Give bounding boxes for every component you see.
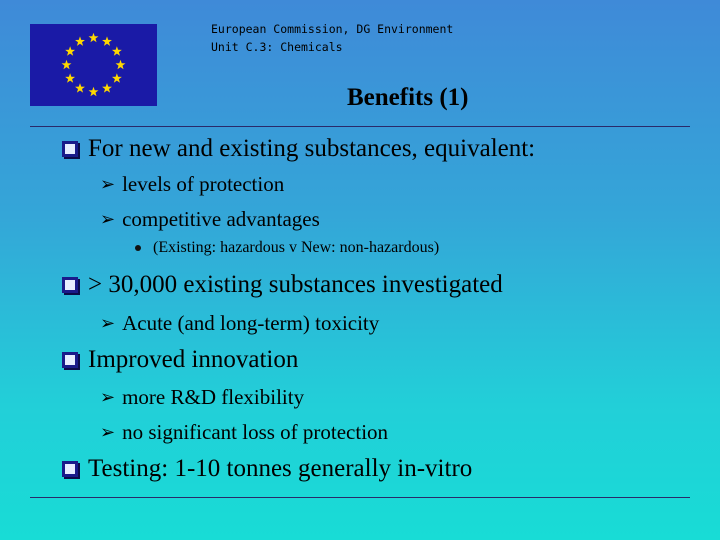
bullet-4	[62, 455, 472, 483]
bottom-rule	[30, 497, 690, 498]
bullet-text: For new and existing substances, equivalent:	[88, 135, 536, 162]
star-icon	[89, 87, 99, 96]
star-icon	[102, 83, 112, 92]
bullet-3-1	[100, 385, 304, 410]
star-icon	[62, 60, 72, 69]
star-icon	[112, 46, 122, 55]
arrow-bullet-icon: ➢	[100, 209, 116, 230]
star-icon	[75, 36, 85, 45]
star-icon	[75, 83, 85, 92]
bullet-text: levels of protection	[122, 172, 285, 196]
square-bullet-icon	[62, 141, 78, 157]
square-bullet-icon	[62, 277, 78, 293]
arrow-bullet-icon: ➢	[100, 313, 116, 334]
dot-bullet-icon	[135, 245, 141, 251]
bullet-text: Testing: 1-10 tonnes generally in-vitro	[88, 455, 473, 482]
header-org: European Commission, DG Environment	[211, 22, 454, 36]
bullet-text: competitive advantages	[122, 207, 320, 231]
bullet-text: Improved innovation	[88, 346, 299, 373]
bullet-1-1	[100, 172, 284, 197]
square-bullet-icon	[62, 461, 78, 477]
eu-flag	[30, 24, 157, 106]
bullet-2	[62, 271, 503, 299]
top-rule	[30, 126, 690, 127]
bullet-1-2	[100, 207, 320, 232]
bullet-text: no significant loss of protection	[122, 420, 389, 444]
star-icon	[89, 33, 99, 42]
star-icon	[112, 73, 122, 82]
arrow-bullet-icon: ➢	[100, 387, 116, 408]
bullet-1	[62, 135, 535, 163]
bullet-text: Acute (and long-term) toxicity	[122, 311, 380, 335]
bullet-1-2-1	[135, 239, 439, 257]
star-icon	[116, 60, 126, 69]
bullet-text: > 30,000 existing substances investigated	[88, 271, 503, 298]
slide-title: Benefits (1)	[347, 84, 469, 111]
header	[211, 20, 453, 56]
eu-stars-icon	[30, 24, 157, 106]
square-bullet-icon	[62, 352, 78, 368]
arrow-bullet-icon: ➢	[100, 174, 116, 195]
star-icon	[102, 36, 112, 45]
bullet-text: (Existing: hazardous v New: non-hazardous)	[153, 239, 440, 256]
bullet-3-2	[100, 420, 388, 445]
bullet-3	[62, 346, 298, 374]
bullet-2-1	[100, 311, 379, 336]
star-icon	[65, 46, 75, 55]
arrow-bullet-icon: ➢	[100, 422, 116, 443]
header-unit: Unit C.3: Chemicals	[211, 40, 343, 54]
star-icon	[65, 73, 75, 82]
bullet-text: more R&D flexibility	[122, 385, 305, 409]
